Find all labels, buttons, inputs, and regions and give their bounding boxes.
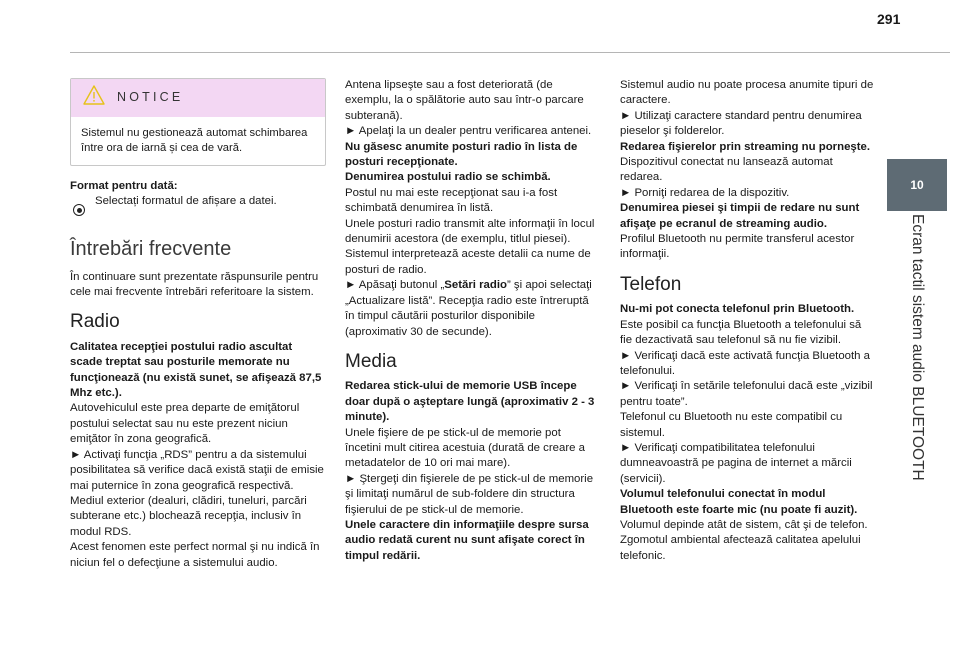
phone-answer-1: Este posibil ca funcţia Bluetooth a telefonului să fie dezactivată sau telefonul să nu fie vizibil. <box>620 318 862 347</box>
radio-answer-4: Acest fenomen este perfect normal şi nu indică în niciun fel o defecţiune a sistemului audio. <box>70 541 320 569</box>
media-answer-7: Profilul Bluetooth nu permite transferul acestor informaţii. <box>620 233 855 261</box>
warning-icon <box>83 85 105 110</box>
notice-text: Sistemul nu gestionează automat schimbarea între ora de iarnă și cea de vară. <box>81 127 308 155</box>
media-answer-6: ► Porniţi redarea de la dispozitiv. <box>620 186 790 199</box>
notice-box <box>70 78 326 166</box>
radio-answer-7: Postul nu mai este recepţionat sau i-a fost schimbată denumirea în listă. <box>345 186 558 215</box>
column-1 <box>70 78 325 571</box>
column-3 <box>620 78 875 564</box>
media-question-1: Redarea stick-ului de memorie USB începe doar după o aşteptare lungă (aproximativ 2 - 3 minute). <box>345 380 595 424</box>
radio-answer-6: ► Apelaţi la un dealer pentru verificarea antenei. <box>345 125 592 138</box>
radio-answer-9: Sistemul interpretează aceste detalii ca nume de posturi de radio. <box>345 248 591 276</box>
phone-title: Telefon <box>620 273 682 295</box>
column-2 <box>345 78 600 564</box>
radio-question-1: Calitatea recepţiei postului radio ascultat scade treptat sau posturile memorate nu funcţionează (nu există sunet, se afişează 87,5 Mhz etc.). <box>70 340 322 400</box>
radio-answer-5: Antena lipseşte sau a fost deteriorată (de exemplu, la o spălătorie auto sau într-o parcare subterană). <box>345 79 584 122</box>
media-title: Media <box>345 350 397 372</box>
header-divider <box>70 52 950 53</box>
radio-question-3: Denumirea postului radio se schimbă. <box>345 171 551 184</box>
format-label: Format pentru dată: <box>70 179 178 192</box>
phone-question-2: Volumul telefonului conectat în modul Bluetooth este foarte mic (nu poate fi auzit). <box>620 488 858 516</box>
media-answer-4: ► Utilizaţi caractere standard pentru denumirea pieselor şi folderelor. <box>620 109 862 138</box>
media-answer-5: Dispozitivul conectat nu lansează automat redarea. <box>620 156 833 184</box>
radio-answer-8: Unele posturi radio transmit alte informaţii în locul denumirii acestora (de exemplu, titlul piesei). <box>345 217 595 246</box>
page-number: 291 <box>877 11 901 27</box>
chapter-tab: 10 <box>887 159 947 211</box>
notice-header <box>71 79 325 117</box>
radio-answer-10 <box>345 278 600 340</box>
media-answer-1: Unele fişiere de pe stick-ul de memorie pot încetini mult citirea acestuia (durată de creare a metadatelor de 10 ori mai mare). <box>345 426 585 470</box>
radio-button-icon <box>73 204 85 216</box>
radio-answer-10-pre: ► Apăsaţi butonul „ <box>345 279 445 292</box>
radio-answer-3: Mediul exterior (dealuri, clădiri, tuneluri, parcări subterane etc.) blochează recepţia, inclusiv în modul RDS. <box>70 494 307 538</box>
chapter-title-wrap <box>887 214 947 514</box>
radio-question-2: Nu găsesc anumite posturi radio în lista de posturi recepţionate. <box>345 140 578 169</box>
radio-title: Radio <box>70 311 120 333</box>
media-question-2: Unele caractere din informaţiile despre sursa audio redată curent nu sunt afişate corect în timpul redării. <box>345 518 589 562</box>
phone-answer-7: Zgomotul ambiental afectează calitatea apelului telefonic. <box>620 534 861 562</box>
radio-answer-2: ► Activaţi funcţia „RDS” pentru a da sistemului posibilitatea să verifice dacă există staţii de emisie mai puternice în zona geografică respectivă. <box>70 448 324 492</box>
format-block <box>70 179 325 216</box>
phone-question-1: Nu-mi pot conecta telefonul prin Bluetooth. <box>620 303 855 316</box>
radio-answer-10-post: ” şi apoi selectaţi „Actualizare listă”. Recepţia radio este întreruptă în timpul căutării posturilor disponibile (aproximativ 30 de secunde). <box>345 279 592 338</box>
media-question-3: Redarea fişierelor prin streaming nu porneşte. <box>620 140 871 153</box>
faq-intro: În continuare sunt prezentate răspunsurile pentru cele mai frecvente întrebări referitoare la sistem. <box>70 270 319 299</box>
faq-title: Întrebări frecvente <box>70 238 232 261</box>
notice-title: NOTICE <box>117 90 184 105</box>
phone-answer-3: ► Verificaţi în setările telefonului dacă este „vizibil pentru toate”. <box>620 380 873 408</box>
media-answer-3: Sistemul audio nu poate procesa anumite tipuri de caractere. <box>620 79 874 107</box>
phone-answer-5: ► Verificaţi compatibilitatea telefonului dumneavoastră pe pagina de internet a mărcii (servicii). <box>620 441 852 485</box>
phone-answer-6: Volumul depinde atât de sistem, cât şi de telefon. <box>620 518 868 531</box>
media-question-4: Denumirea piesei şi timpii de redare nu sunt afişaţe pe ecranul de streaming audio. <box>620 202 860 230</box>
phone-answer-2: ► Verificaţi dacă este activată funcţia Bluetooth a telefonului. <box>620 349 870 377</box>
radio-answer-1: Autovehiculul este prea departe de emiţătorul postului selectat sau nu este prezent niciun emiţător în zona geografică. <box>70 402 300 446</box>
format-text: Selectați formatul de afișare a datei. <box>95 195 277 208</box>
chapter-title: Ecran tactil sistem audio BLUETOOTH <box>909 214 926 481</box>
radio-settings-label: Setări radio <box>444 279 507 292</box>
phone-answer-4: Telefonul cu Bluetooth nu este compatibil cu sistemul. <box>620 411 843 439</box>
media-answer-2: ► Ştergeţi din fişierele de pe stick-ul de memorie şi limitaţi numărul de sub-foldere din structura fişierului de pe stick-ul de memorie. <box>345 472 594 516</box>
